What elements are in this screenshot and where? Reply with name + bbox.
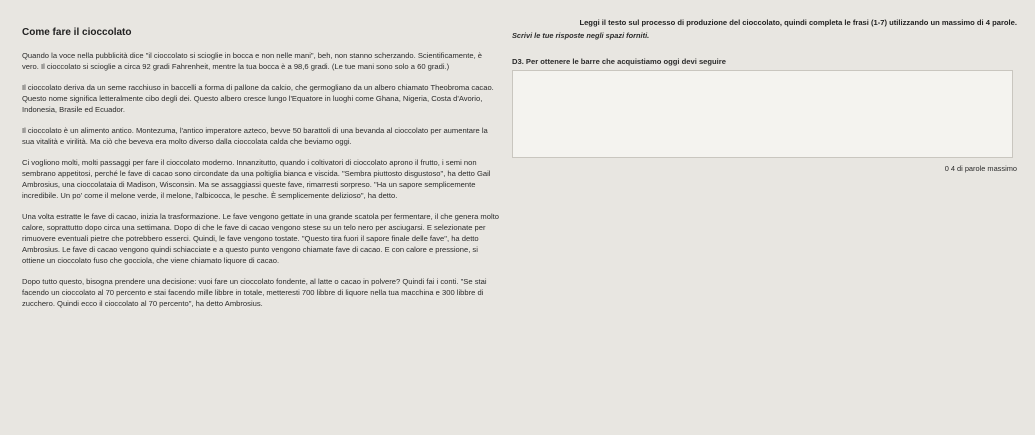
passage-paragraph: Il cioccolato è un alimento antico. Montezuma, l'antico imperatore azteco, bevve 50 barattoli di una bevanda al cioccolato per aumentare la sua vitalità e virilità. Ma ciò che beveva era molto diverso dalla cioccolata calda che beviamo oggi. [22,126,488,146]
passage-paragraph: Ci vogliono molti, molti passaggi per fare il cioccolato moderno. Innanzitutto, quando i coltivatori di cioccolato aprono il frutto, i semi non sembrano appetitosi, perché le fave di cacao sono circondate da una poltiglia bianca e viscida. "Sembra piuttosto disgustoso", ha detto Gail Ambrosius, una cioccolataia di Madison, Wisconsin. Ma se assaggiassi queste fave, rimarresti sorpreso. "Ha un sapore semplicemente incredibile. Un po' come il melone verde, il melone, l'albicocca, le pesche. È semplicemente delizioso", ha detto. [22,158,491,200]
answer-input[interactable] [512,70,1013,158]
passage-paragraph: Una volta estratte le fave di cacao, inizia la trasformazione. Le fave vengono gettate in una grande scatola per fermentare, il che genera molto calore, soprattutto dopo circa una settimana. Dopo di che le fave di cacao vengono stese su un telo nero per asciugarsi. E selezionate per rimuovere eventuali pietre che potrebbero esserci. Quindi, le fave vengono tostate. "Questo tira fuori il sapore finale delle fave", ha detto Ambrosius. Le fave di cacao vengono quindi schiacciate e a questo punto vengono chiamate fave di cacao. E con calore e pressione, si ottiene un cioccolato fuso che gocciola, che viene chiamato liquore di cacao. [22,212,499,265]
question-panel [512,17,1017,174]
passage-title: Come fare il cioccolato [22,27,132,38]
answer-instruction: Scrivi le tue risposte negli spazi forniti. [512,31,650,40]
passage-paragraph: Quando la voce nella pubblicità dice "il cioccolato si scioglie in bocca e non nelle mani", beh, non stanno scherzando. Scientificamente, è vero. Il cioccolato si scioglie a circa 92 gradi Fahrenheit, mentre la tua bocca è a 98,6 gradi. (Le tue mani sono solo a 60 gradi.) [22,51,483,71]
passage-paragraph: Dopo tutto questo, bisogna prendere una decisione: vuoi fare un cioccolato fondente, al latte o cacao in polvere? Quindi fai i conti. "Se stai facendo un cioccolato al 70 percento e stai facendo mille libbre in totale, metteresti 700 libbre di liquore nella tua macchina e 300 libbre di zucchero. Quindi ecco il cioccolato al 70 percento", ha detto Ambrosius. [22,277,487,308]
question-label: D3. Per ottenere le barre che acquistiamo oggi devi seguire [512,57,726,66]
reading-passage [22,27,500,319]
passage-paragraph: Il cioccolato deriva da un seme racchiuso in baccelli a forma di pallone da calcio, che germogliano da un albero chiamato Theobroma cacao. Questo nome significa letteralmente cibo degli dei. Questo albero cresce lungo l'Equatore in luoghi come Ghana, Nigeria, Costa d'Avorio, Indonesia, Brasile ed Ecuador. [22,83,494,114]
task-instruction: Leggi il testo sul processo di produzione del cioccolato, quindi completa le frasi (1-7) utilizzando un massimo di 4 parole. [579,18,1017,27]
word-counter: 0 4 di parole massimo [944,164,1017,173]
